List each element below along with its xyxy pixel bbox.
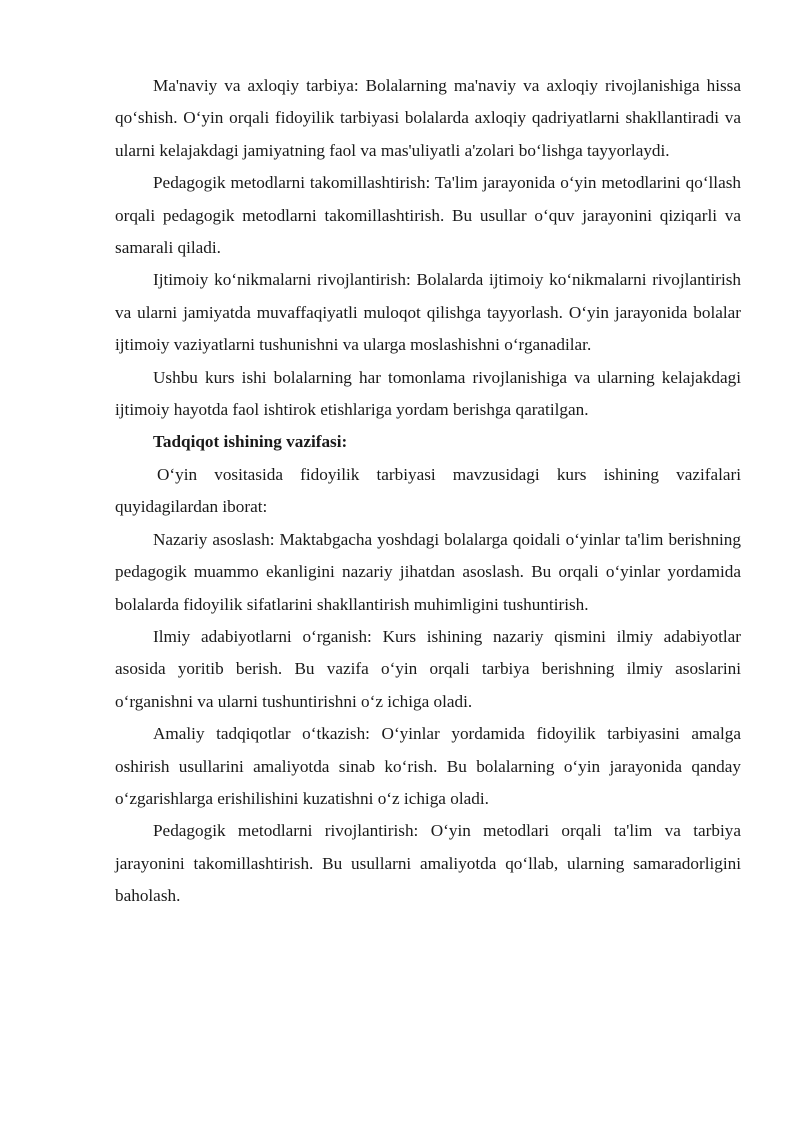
paragraph-method-development: Pedagogik metodlarni rivojlantirish: O‘yin metodlari orqali ta'lim va tarbiya jarayonini takomillashtirish. Bu usullarni amaliyotda qo‘llab, ularning samaradorligini baholash.: [115, 821, 741, 906]
paragraph-moral-education: Ma'naviy va axloqiy tarbiya: Bolalarning ma'naviy va axloqiy rivojlanishiga hissa qo‘shish. O‘yin orqali fidoyilik tarbiyasi bolalarda axloqiy qadriyatlarni shakllantiradi va ularni kelajakdagi jamiyatning faol va mas'uliyatli a'zolari bo‘lishga tayyorlaydi.: [115, 76, 741, 160]
paragraph-social-skills: Ijtimoiy ko‘nikmalarni rivojlantirish: Bolalarda ijtimoiy ko‘nikmalarni rivojlantirish va ularni jamiyatda muvaffaqiyatli muloqot qilishga tayyorlash. O‘yin jarayonida bolalar ijtimoiy vaziyatlarni tushunishni va ularga moslashishni o‘rganadilar.: [115, 270, 741, 355]
paragraph-literature-study: Ilmiy adabiyotlarni o‘rganish: Kurs ishining nazariy qismini ilmiy adabiyotlar asosida yoritib berish. Bu vazifa o‘yin orqali tarbiya berishning ilmiy asoslarini o‘rganishni va ularni tushuntirishni o‘z ichiga oladi.: [115, 626, 741, 711]
paragraph-course-purpose: Ushbu kurs ishi bolalarning har tomonlama rivojlanishiga va ularning kelajakdagi ijtimoiy hayotda faol ishtirok etishlariga yordam berishga qaratilgan.: [115, 367, 741, 420]
paragraph-tasks-intro: O‘yin vositasida fidoyilik tarbiyasi mavzusidagi kurs ishining vazifalari quyidagilardan iborat:: [115, 464, 741, 517]
paragraph-pedagogical-methods: Pedagogik metodlarni takomillashtirish: Ta'lim jarayonida o‘yin metodlarini qo‘llash orqali pedagogik metodlarni takomillashtirish. Bu usullar o‘quv jarayonini qiziqarli va samarali qiladi.: [115, 173, 741, 258]
paragraph-theoretical-basis: Nazariy asoslash: Maktabgacha yoshdagi bolalarga qoidali o‘yinlar ta'lim berishning pedagogik muammo ekanligini nazariy jihatdan asoslash. Bu orqali o‘yinlar yordamida bolalarda fidoyilik sifatlarini shakllantirish muhimligini tushuntirish.: [115, 529, 741, 614]
paragraph-practical-research: Amaliy tadqiqotlar o‘tkazish: O‘yinlar yordamida fidoyilik tarbiyasini amalga oshirish usullarini amaliyotda sinab ko‘rish. Bu bolalarning o‘yin jarayonida qanday o‘zgarishlarga erishilishini kuzatishni o‘z ichiga oladi.: [115, 724, 741, 808]
section-heading-research-tasks: Tadqiqot ishining vazifasi:: [153, 432, 348, 452]
document-page: [115, 70, 741, 913]
